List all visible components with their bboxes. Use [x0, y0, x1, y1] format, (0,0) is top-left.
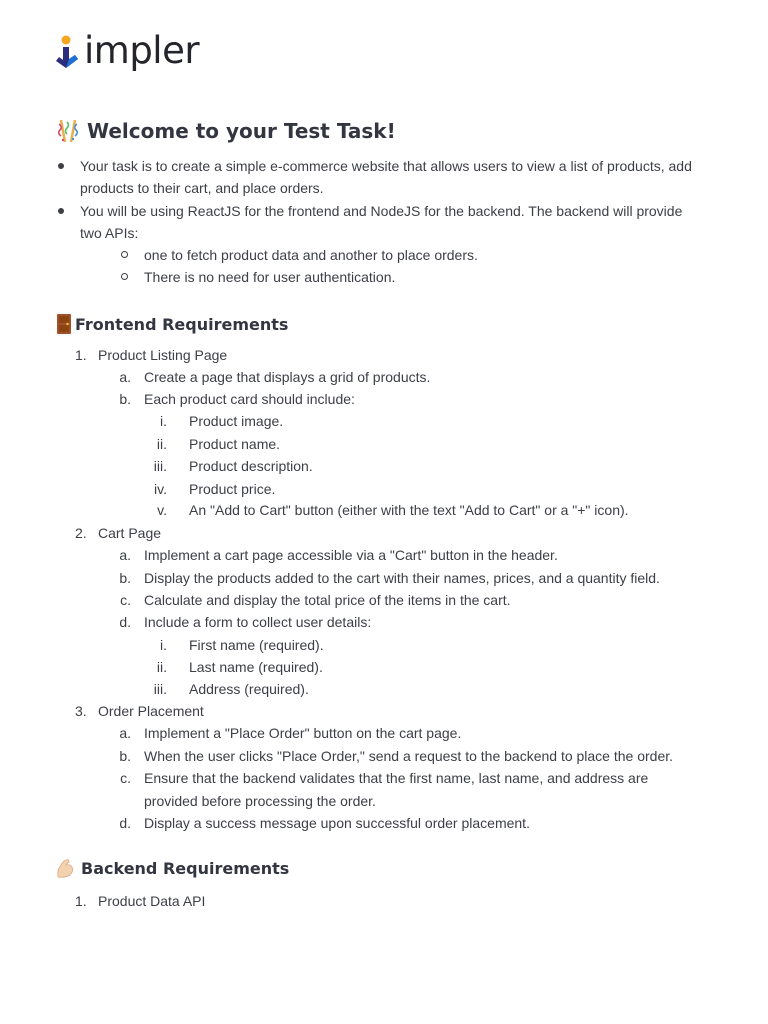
list-number: 3. — [75, 703, 87, 719]
list-number: 1. — [75, 347, 87, 363]
sub-bullet-marker — [121, 273, 128, 280]
backend-item-1-label: Product Data API — [98, 893, 206, 909]
list-number: 1. — [75, 893, 87, 909]
list-marker: d. — [119, 614, 131, 630]
frontend-item-1-label: Product Listing Page — [98, 347, 228, 363]
list-item: Implement a cart page accessible via a "Cart" button in the header. — [144, 547, 558, 563]
flexed-biceps-icon — [55, 857, 75, 879]
welcome-bullet-1-line-1: Your task is to create a simple e-commerce website that allows users to view a list of products, add — [80, 158, 692, 174]
list-item: Product price. — [189, 481, 276, 497]
list-item: Each product card should include: — [144, 391, 355, 407]
list-marker: iv. — [154, 481, 167, 497]
sub-bullet-marker — [121, 251, 128, 258]
list-marker: b. — [119, 748, 131, 764]
list-item: Product image. — [189, 413, 284, 429]
list-marker: ii. — [156, 436, 167, 452]
welcome-bullet-1-line-2: products to their cart, and place orders. — [80, 180, 324, 196]
list-item: When the user clicks "Place Order," send a request to the backend to place the order. — [144, 748, 674, 764]
backend-title: Backend Requirements — [81, 858, 290, 878]
frontend-item-3-label: Order Placement — [98, 703, 204, 719]
list-marker: c. — [120, 770, 131, 786]
brand-logo — [54, 28, 200, 72]
list-marker: a. — [119, 369, 131, 385]
list-marker: b. — [119, 391, 131, 407]
welcome-heading — [55, 118, 396, 144]
list-item: Address (required). — [189, 681, 309, 697]
list-item: Include a form to collect user details: — [144, 614, 372, 630]
welcome-sub-bullet-1: one to fetch product data and another to place orders. — [144, 247, 478, 263]
list-item-continuation: provided before processing the order. — [144, 793, 376, 809]
welcome-bullet-2-line-1: You will be using ReactJS for the frontend and NodeJS for the backend. The backend will provide — [80, 203, 683, 219]
list-marker: b. — [119, 570, 131, 586]
list-number: 2. — [75, 525, 87, 541]
list-marker: c. — [120, 592, 131, 608]
list-marker: v. — [157, 502, 167, 518]
list-item: Display the products added to the cart with their names, prices, and a quantity field. — [144, 570, 660, 586]
welcome-sub-bullet-2: There is no need for user authentication. — [144, 269, 396, 285]
list-marker: a. — [119, 725, 131, 741]
list-item: Ensure that the backend validates that the first name, last name, and address are — [144, 770, 649, 786]
list-marker: a. — [119, 547, 131, 563]
list-marker: iii. — [153, 681, 167, 697]
list-item: Calculate and display the total price of the items in the cart. — [144, 592, 511, 608]
welcome-bullet-2-line-2: two APIs: — [80, 225, 139, 241]
list-item: Product description. — [189, 458, 313, 474]
list-item: Implement a "Place Order" button on the cart page. — [144, 725, 462, 741]
door-icon — [55, 313, 73, 335]
bullet-marker — [58, 163, 64, 169]
list-item: Display a success message upon successful order placement. — [144, 815, 530, 831]
list-marker: i. — [160, 413, 167, 429]
list-marker: iii. — [153, 458, 167, 474]
bullet-marker — [58, 208, 64, 214]
list-marker: ii. — [156, 659, 167, 675]
confetti-icon — [55, 118, 81, 144]
brand-name: impler — [84, 28, 200, 72]
list-item: Create a page that displays a grid of products. — [144, 369, 431, 385]
frontend-heading — [55, 313, 288, 335]
frontend-item-2-label: Cart Page — [98, 525, 162, 541]
welcome-title: Welcome to your Test Task! — [87, 119, 396, 143]
list-marker: i. — [160, 637, 167, 653]
list-marker: d. — [119, 815, 131, 831]
frontend-title: Frontend Requirements — [75, 314, 289, 334]
backend-heading — [55, 857, 289, 879]
list-item: Last name (required). — [189, 659, 323, 675]
list-item: Product name. — [189, 436, 281, 452]
list-item: First name (required). — [189, 637, 324, 653]
list-item: An "Add to Cart" button (either with the text "Add to Cart" or a "+" icon). — [189, 502, 629, 518]
impler-logo-icon — [54, 35, 80, 69]
